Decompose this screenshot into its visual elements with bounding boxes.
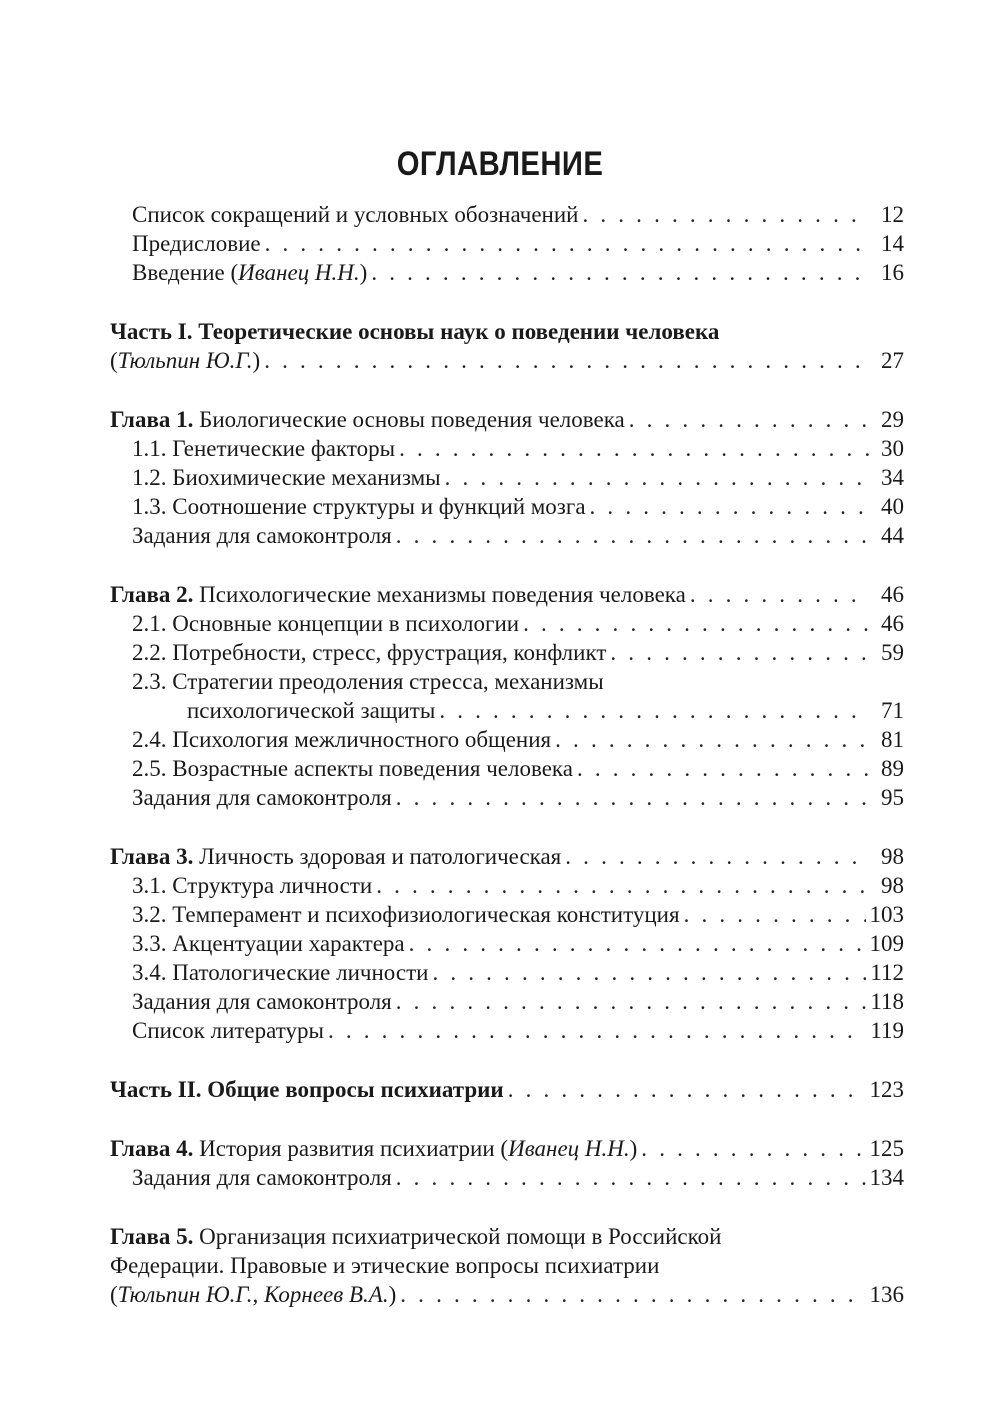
toc-entry-3-1: 3.1. Структура личности . . . 98 [132,871,904,901]
page-number: 46 [881,582,904,607]
toc-entry-3-tasks: Задания для самоконтроля . . . 118 [132,987,904,1017]
page-title: ОГЛАВЛЕНИЕ [396,145,604,183]
toc-entry-chapter-2: Глава 2. Психологические механизмы поведения человека . . . 46 [110,580,904,610]
toc-entry-chapter-5-line2: Федерации. Правовые и этические вопросы психиатрии [110,1253,660,1278]
page-number: 16 [881,260,904,285]
author-name: Иванец Н.Н. [238,260,360,285]
page-number: 59 [881,640,904,665]
author-name: Тюльпин Ю.Г., Корнеев В.А. [117,1282,389,1307]
leader-dots [439,696,870,726]
leader-dots [641,1134,865,1164]
page-number: 71 [881,698,904,723]
toc-entry-4-tasks: Задания для самоконтроля . . . 134 [132,1163,904,1193]
toc-entry-part-2 [110,1075,904,1105]
page-number: 81 [881,727,904,752]
toc-entry-3-4: 3.4. Патологические личности . . . 112 [132,958,904,988]
toc-entry-chapter-1: Глава 1. Биологические основы поведения человека . . . 29 [110,405,904,435]
leader-dots [582,200,870,230]
page-number: 98 [881,844,904,869]
toc-entry-3-3: 3.3. Акцентуации характера . . . 109 [132,929,904,959]
page-number: 34 [881,465,904,490]
toc-entry-part-1: (Тюльпин Ю.Г.) . . . 27 [110,346,904,376]
leader-dots [690,580,870,610]
toc-entry-3-2: 3.2. Темперамент и психофизиологическая конституция . . . 103 [132,900,904,930]
page-number: 46 [881,611,904,636]
toc-entry-preface: Предисловие . . . 14 [132,229,904,259]
page-number: 136 [869,1282,904,1307]
chapter-label: Глава 2. [110,582,194,607]
leader-dots [399,434,870,464]
toc-entry-chapter-3: Глава 3. Личность здоровая и патологическая . . . 98 [110,842,904,872]
leader-dots [432,958,866,988]
leader-dots [400,1280,865,1310]
chapter-label: Глава 1. [110,407,194,432]
leader-dots [523,609,870,639]
page-number: 12 [881,202,904,227]
leader-dots [265,229,870,259]
page-number: 109 [869,931,904,956]
page-number: 95 [881,785,904,810]
leader-dots [396,1163,866,1193]
leader-dots [371,258,870,288]
leader-dots [555,725,870,755]
leader-dots [328,1016,866,1046]
page-number: 30 [881,436,904,461]
toc-entry-introduction: Введение (Иванец Н.Н.) . . . 16 [132,258,904,288]
page-number: 98 [881,873,904,898]
page-number: 125 [869,1136,904,1161]
page-number: 112 [870,960,904,985]
toc-entry-2-tasks: Задания для самоконтроля . . . 95 [132,783,904,813]
page-number: 134 [869,1165,904,1190]
toc-entry-2-5: 2.5. Возрастные аспекты поведения человека . . . 89 [132,754,904,784]
leader-dots [264,346,870,376]
part-1-title: Часть I. Теоретические основы наук о поведении человека [110,319,720,344]
page-number: 118 [870,989,904,1014]
toc-entry-1-2: 1.2. Биохимические механизмы . . . 34 [132,463,904,493]
page-number: 40 [881,494,904,519]
toc-entry-2-1: 2.1. Основные концепции в психологии . . . 46 [132,609,904,639]
leader-dots [610,638,870,668]
toc-entry-1-1: 1.1. Генетические факторы . . . 30 [132,434,904,464]
leader-dots [565,842,870,872]
leader-dots [409,929,866,959]
chapter-label: Глава 4. [110,1136,194,1161]
leader-dots [577,754,870,784]
toc-entry-1-tasks: Задания для самоконтроля . . . 44 [132,521,904,551]
author-name: Иванец Н.Н. [508,1136,630,1161]
leader-dots [376,871,870,901]
leader-dots [445,463,870,493]
leader-dots [396,783,870,813]
leader-dots [684,900,866,930]
page-number: 44 [881,523,904,548]
toc-entry-3-references: Список литературы . . . 119 [132,1016,904,1046]
toc-entry-2-3-cont: психологической защиты . . . 71 [187,696,904,726]
toc-entry-chapter-5-authors: (Тюльпин Ю.Г., Корнеев В.А.) . . . 136 [110,1280,904,1310]
page-number: 89 [881,756,904,781]
leader-dots [396,521,870,551]
part-2-title: Часть II. Общие вопросы психиатрии [110,1077,504,1102]
page-number: 123 [869,1077,904,1102]
toc-entry-2-2: 2.2. Потребности, стресс, фрустрация, конфликт . . . 59 [132,638,904,668]
leader-dots [590,492,870,522]
leader-dots [396,987,867,1017]
toc-entry-2-4: 2.4. Психология межличностного общения . . . 81 [132,725,904,755]
toc-entry-chapter-5: Глава 5. Организация психиатрической помощи в Российской [110,1224,722,1249]
toc-entry-abbreviations: Список сокращений и условных обозначений . . . 12 [132,200,904,230]
page-number: 103 [869,902,904,927]
page-number: 119 [870,1018,904,1043]
page-number: 27 [881,348,904,373]
chapter-label: Глава 5. [110,1224,194,1249]
toc-entry-1-3: 1.3. Соотношение структуры и функций мозга . . . 40 [132,492,904,522]
page-number: 14 [881,231,904,256]
chapter-label: Глава 3. [110,844,194,869]
toc-entry-2-3: 2.3. Стратегии преодоления стресса, механизмы [132,669,604,694]
toc-entry-chapter-4: Глава 4. История развития психиатрии (Иванец Н.Н.) . . . 125 [110,1134,904,1164]
leader-dots [629,405,870,435]
page-number: 29 [881,407,904,432]
leader-dots [508,1075,866,1105]
author-name: Тюльпин Ю.Г. [117,348,253,373]
